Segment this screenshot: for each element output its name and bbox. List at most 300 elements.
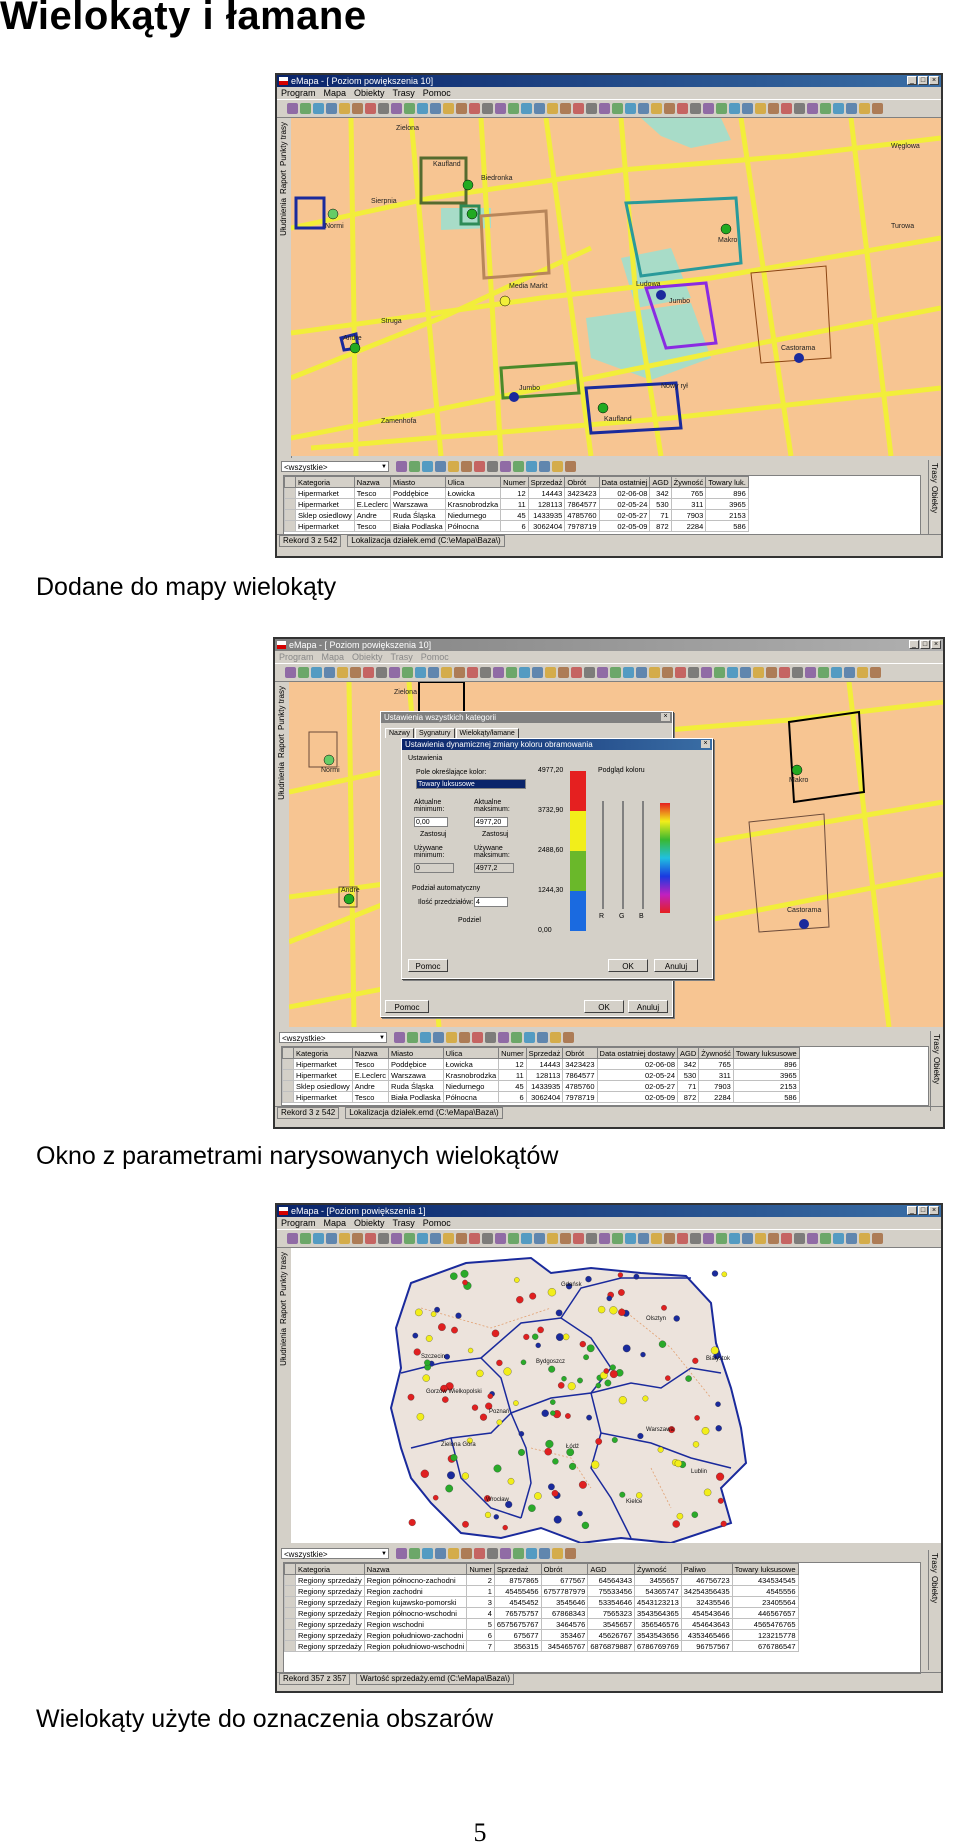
toolbar-button[interactable] (324, 667, 335, 678)
column-header[interactable]: Data ostatniej dostawy (597, 1048, 677, 1059)
column-header[interactable]: Data ostatniej (599, 477, 650, 488)
store-marker[interactable] (462, 1473, 469, 1480)
toolbar-button[interactable] (742, 1233, 753, 1244)
toolbar-button[interactable] (781, 103, 792, 114)
toolbar-button[interactable] (287, 103, 298, 114)
store-marker[interactable] (692, 1358, 698, 1364)
toolbar-button[interactable] (727, 667, 738, 678)
column-header[interactable]: Paliwo (681, 1564, 732, 1575)
toolbar-button[interactable] (461, 1548, 472, 1559)
store-marker[interactable] (528, 1505, 535, 1512)
toolbar-button[interactable] (487, 1548, 498, 1559)
toolbar-button[interactable] (313, 103, 324, 114)
store-marker[interactable] (661, 1305, 666, 1310)
tab-trasy[interactable]: Trasy (932, 1034, 941, 1054)
store-marker[interactable] (620, 1492, 626, 1498)
toolbar-button[interactable] (391, 1233, 402, 1244)
toolbar-button[interactable] (422, 461, 433, 472)
minimize-button[interactable]: _ (907, 76, 917, 85)
toolbar-button[interactable] (755, 103, 766, 114)
menu-trasy[interactable]: Trasy (392, 1218, 415, 1228)
cancel-button[interactable]: Anuluj (628, 1000, 668, 1013)
toolbar-button[interactable] (552, 461, 563, 472)
store-marker[interactable] (462, 1280, 467, 1285)
store-marker[interactable] (468, 1348, 473, 1353)
table-row[interactable] (283, 1092, 800, 1103)
store-marker[interactable] (518, 1449, 525, 1456)
column-header[interactable]: Numer (499, 1048, 527, 1059)
toolbar-button[interactable] (558, 667, 569, 678)
row-selector[interactable] (285, 1597, 296, 1608)
toolbar-button[interactable] (404, 1233, 415, 1244)
column-header[interactable]: Kategoria (294, 1048, 353, 1059)
store-marker[interactable] (577, 1378, 582, 1383)
toolbar-button[interactable] (443, 103, 454, 114)
toolbar-button[interactable] (599, 1233, 610, 1244)
row-selector[interactable] (285, 1619, 296, 1630)
toolbar-button[interactable] (480, 667, 491, 678)
table-row[interactable] (285, 521, 749, 532)
row-selector[interactable] (285, 499, 296, 510)
toolbar-button[interactable] (300, 103, 311, 114)
store-marker[interactable] (550, 1411, 555, 1416)
toolbar-button[interactable] (584, 667, 595, 678)
tab-punkty-trasy[interactable]: Punkty trasy (279, 1252, 288, 1297)
store-marker[interactable] (598, 1306, 605, 1313)
tab-ulatwienia[interactable]: Ułudnienia (279, 198, 288, 236)
toolbar-button[interactable] (792, 667, 803, 678)
split-button[interactable]: Podziel (458, 917, 481, 924)
tab-nazwy[interactable]: Nazwy (385, 728, 414, 738)
toolbar-button[interactable] (396, 1548, 407, 1559)
store-marker[interactable] (431, 1312, 436, 1317)
toolbar-button[interactable] (461, 461, 472, 472)
store-marker[interactable] (587, 1345, 594, 1352)
store-marker[interactable] (665, 1376, 670, 1381)
store-marker[interactable] (542, 1410, 549, 1417)
toolbar-button[interactable] (352, 1233, 363, 1244)
close-button[interactable]: × (931, 640, 941, 649)
store-marker[interactable] (563, 1334, 569, 1340)
toolbar-button[interactable] (597, 667, 608, 678)
table-row[interactable] (283, 1070, 800, 1081)
toolbar-button[interactable] (550, 1032, 561, 1043)
store-marker[interactable] (456, 1313, 462, 1319)
table-row[interactable] (285, 1575, 799, 1586)
store-marker[interactable] (513, 1401, 518, 1406)
store-marker[interactable] (503, 1525, 508, 1530)
store-marker[interactable] (658, 1447, 664, 1453)
ok-button[interactable]: OK (608, 959, 648, 972)
toolbar-button[interactable] (768, 1233, 779, 1244)
dialog-close-button[interactable]: × (701, 740, 710, 748)
column-header[interactable]: Kategoria (296, 1564, 365, 1575)
toolbar-button[interactable] (428, 667, 439, 678)
row-selector[interactable] (285, 1641, 296, 1652)
toolbar-button[interactable] (547, 1233, 558, 1244)
toolbar-button[interactable] (539, 461, 550, 472)
menu-pomoc[interactable]: Pomoc (422, 1218, 451, 1228)
tab-raport[interactable]: Raport (277, 734, 286, 759)
toolbar-button[interactable] (508, 103, 519, 114)
store-marker[interactable] (521, 1360, 526, 1365)
toolbar-button[interactable] (391, 103, 402, 114)
toolbar-button[interactable] (820, 103, 831, 114)
store-marker[interactable] (638, 1433, 644, 1439)
toolbar-button[interactable] (547, 103, 558, 114)
toolbar-button[interactable] (456, 103, 467, 114)
toolbar-button[interactable] (521, 1233, 532, 1244)
store-marker[interactable] (702, 1427, 709, 1434)
toolbar-button[interactable] (456, 1233, 467, 1244)
red-slider[interactable] (602, 801, 604, 909)
toolbar-button[interactable] (433, 1032, 444, 1043)
store-marker[interactable] (550, 1400, 555, 1405)
store-marker[interactable] (462, 1521, 468, 1527)
poland-map[interactable] (291, 1248, 941, 1543)
toolbar-button[interactable] (513, 461, 524, 472)
store-marker[interactable] (546, 1440, 554, 1448)
store-marker[interactable] (715, 1402, 720, 1407)
store-marker[interactable] (450, 1273, 457, 1280)
toolbar-button[interactable] (396, 461, 407, 472)
store-marker[interactable] (618, 1273, 623, 1278)
toolbar-button[interactable] (537, 1032, 548, 1043)
help-button[interactable]: Pomoc (408, 959, 448, 972)
menu-obiekty[interactable]: Obiekty (354, 1218, 385, 1228)
store-marker[interactable] (674, 1316, 680, 1322)
column-header[interactable]: Obrót (565, 477, 599, 488)
store-marker[interactable] (596, 1383, 601, 1388)
toolbar-button[interactable] (833, 103, 844, 114)
menu-pomoc[interactable]: Pomoc (420, 652, 449, 662)
toolbar-button[interactable] (459, 1032, 470, 1043)
column-header[interactable]: Towary luksusowe (732, 1564, 798, 1575)
menu-trasy[interactable]: Trasy (390, 652, 413, 662)
column-header[interactable]: Żywność (671, 477, 706, 488)
toolbar-button[interactable] (469, 1233, 480, 1244)
toolbar-button[interactable] (690, 1233, 701, 1244)
store-marker[interactable] (554, 1516, 562, 1524)
store-marker[interactable] (586, 1415, 591, 1420)
dialog-close-button[interactable]: × (661, 713, 670, 721)
toolbar-button[interactable] (378, 1233, 389, 1244)
toolbar-button[interactable] (859, 1233, 870, 1244)
store-marker[interactable] (607, 1296, 612, 1301)
store-marker[interactable] (461, 1270, 469, 1278)
menu-program[interactable]: Program (281, 1218, 316, 1228)
toolbar-button[interactable] (753, 667, 764, 678)
toolbar-button[interactable] (409, 461, 420, 472)
store-marker[interactable] (605, 1380, 611, 1386)
store-marker[interactable] (538, 1327, 544, 1333)
store-marker[interactable] (604, 1368, 609, 1373)
toolbar-button[interactable] (339, 1233, 350, 1244)
store-marker[interactable] (447, 1472, 455, 1480)
store-marker[interactable] (504, 1368, 512, 1376)
toolbar-button[interactable] (495, 103, 506, 114)
tab-ulatwienia[interactable]: Ułudnienia (279, 1328, 288, 1366)
toolbar-button[interactable] (415, 667, 426, 678)
toolbar-button[interactable] (407, 1032, 418, 1043)
toolbar-button[interactable] (636, 667, 647, 678)
toolbar-button[interactable] (311, 667, 322, 678)
store-marker[interactable] (488, 1394, 493, 1399)
store-marker[interactable] (582, 1522, 589, 1529)
store-marker[interactable] (514, 1277, 519, 1282)
store-marker[interactable] (492, 1330, 499, 1337)
apply-min-link[interactable]: Zastosuj (420, 831, 447, 838)
store-marker[interactable] (451, 1327, 457, 1333)
toolbar-button[interactable] (573, 1233, 584, 1244)
table-row[interactable] (285, 1597, 799, 1608)
table-row[interactable] (283, 1081, 800, 1092)
store-marker[interactable] (552, 1458, 558, 1464)
cancel-button[interactable]: Anuluj (654, 959, 698, 972)
maximize-button[interactable]: □ (918, 1206, 928, 1215)
store-marker[interactable] (568, 1382, 576, 1390)
toolbar-button[interactable] (831, 667, 842, 678)
store-marker[interactable] (586, 1276, 592, 1282)
toolbar-button[interactable] (545, 667, 556, 678)
toolbar-button[interactable] (625, 103, 636, 114)
column-header[interactable]: Towary luksusowe (733, 1048, 799, 1059)
toolbar-button[interactable] (513, 1548, 524, 1559)
toolbar-button[interactable] (365, 1233, 376, 1244)
table-row[interactable] (285, 499, 749, 510)
toolbar-button[interactable] (417, 103, 428, 114)
toolbar-button[interactable] (472, 1032, 483, 1043)
store-marker[interactable] (580, 1341, 586, 1347)
toolbar-button[interactable] (859, 103, 870, 114)
toolbar-button[interactable] (565, 461, 576, 472)
row-selector[interactable] (285, 1608, 296, 1619)
menu-trasy[interactable]: Trasy (392, 88, 415, 98)
column-header[interactable]: Sprzedaż (526, 1048, 563, 1059)
toolbar-button[interactable] (677, 1233, 688, 1244)
store-marker[interactable] (636, 1492, 642, 1498)
toolbar-button[interactable] (651, 103, 662, 114)
toolbar-button[interactable] (716, 1233, 727, 1244)
toolbar-button[interactable] (526, 461, 537, 472)
toolbar-button[interactable] (339, 103, 350, 114)
toolbar-button[interactable] (482, 1233, 493, 1244)
store-marker[interactable] (534, 1492, 541, 1499)
toolbar-button[interactable] (740, 667, 751, 678)
toolbar-button[interactable] (820, 1233, 831, 1244)
store-marker[interactable] (413, 1333, 418, 1338)
table-row[interactable] (283, 1059, 800, 1070)
store-marker[interactable] (716, 1425, 722, 1431)
store-marker[interactable] (444, 1354, 449, 1359)
tab-punkty-trasy[interactable]: Punkty trasy (279, 122, 288, 167)
tab-obiekty[interactable]: Obiekty (930, 485, 939, 513)
green-slider[interactable] (622, 801, 624, 909)
toolbar-button[interactable] (474, 461, 485, 472)
store-marker[interactable] (558, 1382, 564, 1388)
category-filter-select[interactable]: <wszystkie> ▼ (281, 461, 389, 472)
column-header[interactable]: Sprzedaż (528, 477, 565, 488)
toolbar-button[interactable] (404, 103, 415, 114)
toolbar-button[interactable] (326, 1233, 337, 1244)
tab-obiekty[interactable]: Obiekty (932, 1056, 941, 1084)
store-marker[interactable] (414, 1349, 421, 1356)
toolbar-button[interactable] (443, 1233, 454, 1244)
tab-ulatwienia[interactable]: Ułudnienia (277, 762, 286, 800)
toolbar-button[interactable] (389, 667, 400, 678)
toolbar-button[interactable] (326, 103, 337, 114)
toolbar-button[interactable] (376, 667, 387, 678)
row-selector[interactable] (285, 521, 296, 532)
toolbar-button[interactable] (539, 1548, 550, 1559)
toolbar-button[interactable] (394, 1032, 405, 1043)
toolbar-button[interactable] (467, 667, 478, 678)
toolbar-button[interactable] (716, 103, 727, 114)
store-marker[interactable] (583, 1355, 588, 1360)
toolbar-button[interactable] (493, 667, 504, 678)
row-selector[interactable] (283, 1070, 294, 1081)
toolbar-button[interactable] (454, 667, 465, 678)
row-selector[interactable] (283, 1081, 294, 1092)
store-marker[interactable] (556, 1310, 562, 1316)
column-header[interactable]: Nazwa (354, 477, 390, 488)
toolbar-button[interactable] (703, 1233, 714, 1244)
toolbar-button[interactable] (521, 103, 532, 114)
toolbar-button[interactable] (337, 667, 348, 678)
close-button[interactable]: × (929, 76, 939, 85)
toolbar-button[interactable] (768, 103, 779, 114)
toolbar-button[interactable] (417, 1233, 428, 1244)
menu-program[interactable]: Program (279, 652, 314, 662)
toolbar-button[interactable] (441, 667, 452, 678)
store-marker[interactable] (548, 1288, 556, 1296)
column-header[interactable]: Nazwa (352, 1048, 388, 1059)
toolbar-button[interactable] (313, 1233, 324, 1244)
color-spectrum[interactable] (660, 803, 670, 913)
store-marker[interactable] (686, 1376, 692, 1382)
store-marker[interactable] (673, 1520, 680, 1527)
toolbar-button[interactable] (508, 1233, 519, 1244)
table-row[interactable] (285, 1586, 799, 1597)
store-marker[interactable] (721, 1521, 727, 1527)
store-marker[interactable] (472, 1405, 478, 1411)
toolbar-button[interactable] (586, 1233, 597, 1244)
toolbar-button[interactable] (563, 1032, 574, 1043)
toolbar-button[interactable] (430, 1233, 441, 1244)
toolbar-button[interactable] (846, 1233, 857, 1244)
store-marker[interactable] (480, 1414, 487, 1421)
toolbar-button[interactable] (703, 103, 714, 114)
toolbar-button[interactable] (625, 1233, 636, 1244)
store-marker[interactable] (711, 1347, 719, 1355)
category-filter-select[interactable]: <wszystkie> ▼ (279, 1032, 387, 1043)
column-header[interactable]: Numer (501, 477, 529, 488)
table-row[interactable] (285, 510, 749, 521)
store-marker[interactable] (569, 1463, 576, 1470)
toolbar-button[interactable] (534, 103, 545, 114)
table-row[interactable] (285, 1619, 799, 1630)
current-min-field[interactable]: 0,00 (414, 817, 448, 827)
store-marker[interactable] (519, 1431, 524, 1436)
toolbar-button[interactable] (365, 103, 376, 114)
toolbar-button[interactable] (565, 1548, 576, 1559)
row-selector[interactable] (283, 1059, 294, 1070)
toolbar-button[interactable] (448, 1548, 459, 1559)
store-marker[interactable] (532, 1334, 538, 1340)
toolbar-button[interactable] (690, 103, 701, 114)
toolbar-button[interactable] (742, 103, 753, 114)
store-marker[interactable] (494, 1514, 499, 1519)
toolbar-button[interactable] (560, 1233, 571, 1244)
store-marker[interactable] (548, 1484, 554, 1490)
toolbar-button[interactable] (552, 1548, 563, 1559)
column-header[interactable]: AGD (650, 477, 671, 488)
category-filter-select[interactable]: <wszystkie> ▼ (281, 1548, 389, 1559)
store-marker[interactable] (659, 1341, 666, 1348)
current-max-field[interactable]: 4977,20 (474, 817, 508, 827)
table-row[interactable] (285, 1630, 799, 1641)
toolbar-button[interactable] (638, 1233, 649, 1244)
store-marker[interactable] (548, 1366, 555, 1373)
toolbar-button[interactable] (870, 667, 881, 678)
toolbar-button[interactable] (781, 1233, 792, 1244)
table-row[interactable] (285, 488, 749, 499)
store-marker[interactable] (442, 1397, 448, 1403)
tab-raport[interactable]: Raport (279, 170, 288, 195)
store-marker[interactable] (643, 1396, 649, 1402)
column-header[interactable]: Ulica (445, 477, 500, 488)
toolbar-button[interactable] (872, 103, 883, 114)
toolbar-button[interactable] (300, 1233, 311, 1244)
store-marker[interactable] (415, 1309, 422, 1316)
toolbar-button[interactable] (363, 667, 374, 678)
tab-sygnatury[interactable]: Sygnatury (415, 728, 455, 738)
toolbar-button[interactable] (287, 1233, 298, 1244)
toolbar-button[interactable] (844, 667, 855, 678)
store-marker[interactable] (718, 1498, 724, 1504)
store-marker[interactable] (722, 1272, 727, 1277)
city-map[interactable] (291, 118, 941, 456)
store-marker[interactable] (409, 1519, 416, 1526)
store-marker[interactable] (692, 1512, 698, 1518)
store-marker[interactable] (623, 1345, 630, 1352)
store-marker[interactable] (497, 1420, 502, 1425)
store-marker[interactable] (408, 1394, 414, 1400)
tab-trasy[interactable]: Trasy (930, 1553, 939, 1573)
toolbar-button[interactable] (573, 103, 584, 114)
toolbar-button[interactable] (714, 667, 725, 678)
table-row[interactable] (285, 1608, 799, 1619)
column-header[interactable]: Nazwa (364, 1564, 467, 1575)
toolbar-button[interactable] (495, 1233, 506, 1244)
toolbar-button[interactable] (448, 461, 459, 472)
toolbar-button[interactable] (500, 1548, 511, 1559)
store-marker[interactable] (446, 1485, 453, 1492)
toolbar-button[interactable] (409, 1548, 420, 1559)
store-marker[interactable] (485, 1512, 491, 1518)
toolbar-button[interactable] (285, 667, 296, 678)
row-selector[interactable] (283, 1092, 294, 1103)
column-header[interactable]: Miasto (391, 477, 446, 488)
store-marker[interactable] (565, 1413, 570, 1418)
store-marker[interactable] (552, 1490, 558, 1496)
toolbar-button[interactable] (519, 667, 530, 678)
row-selector[interactable] (285, 488, 296, 499)
store-marker[interactable] (417, 1413, 424, 1420)
column-header[interactable]: Ulica (443, 1048, 498, 1059)
toolbar-button[interactable] (532, 667, 543, 678)
minimize-button[interactable]: _ (909, 640, 919, 649)
